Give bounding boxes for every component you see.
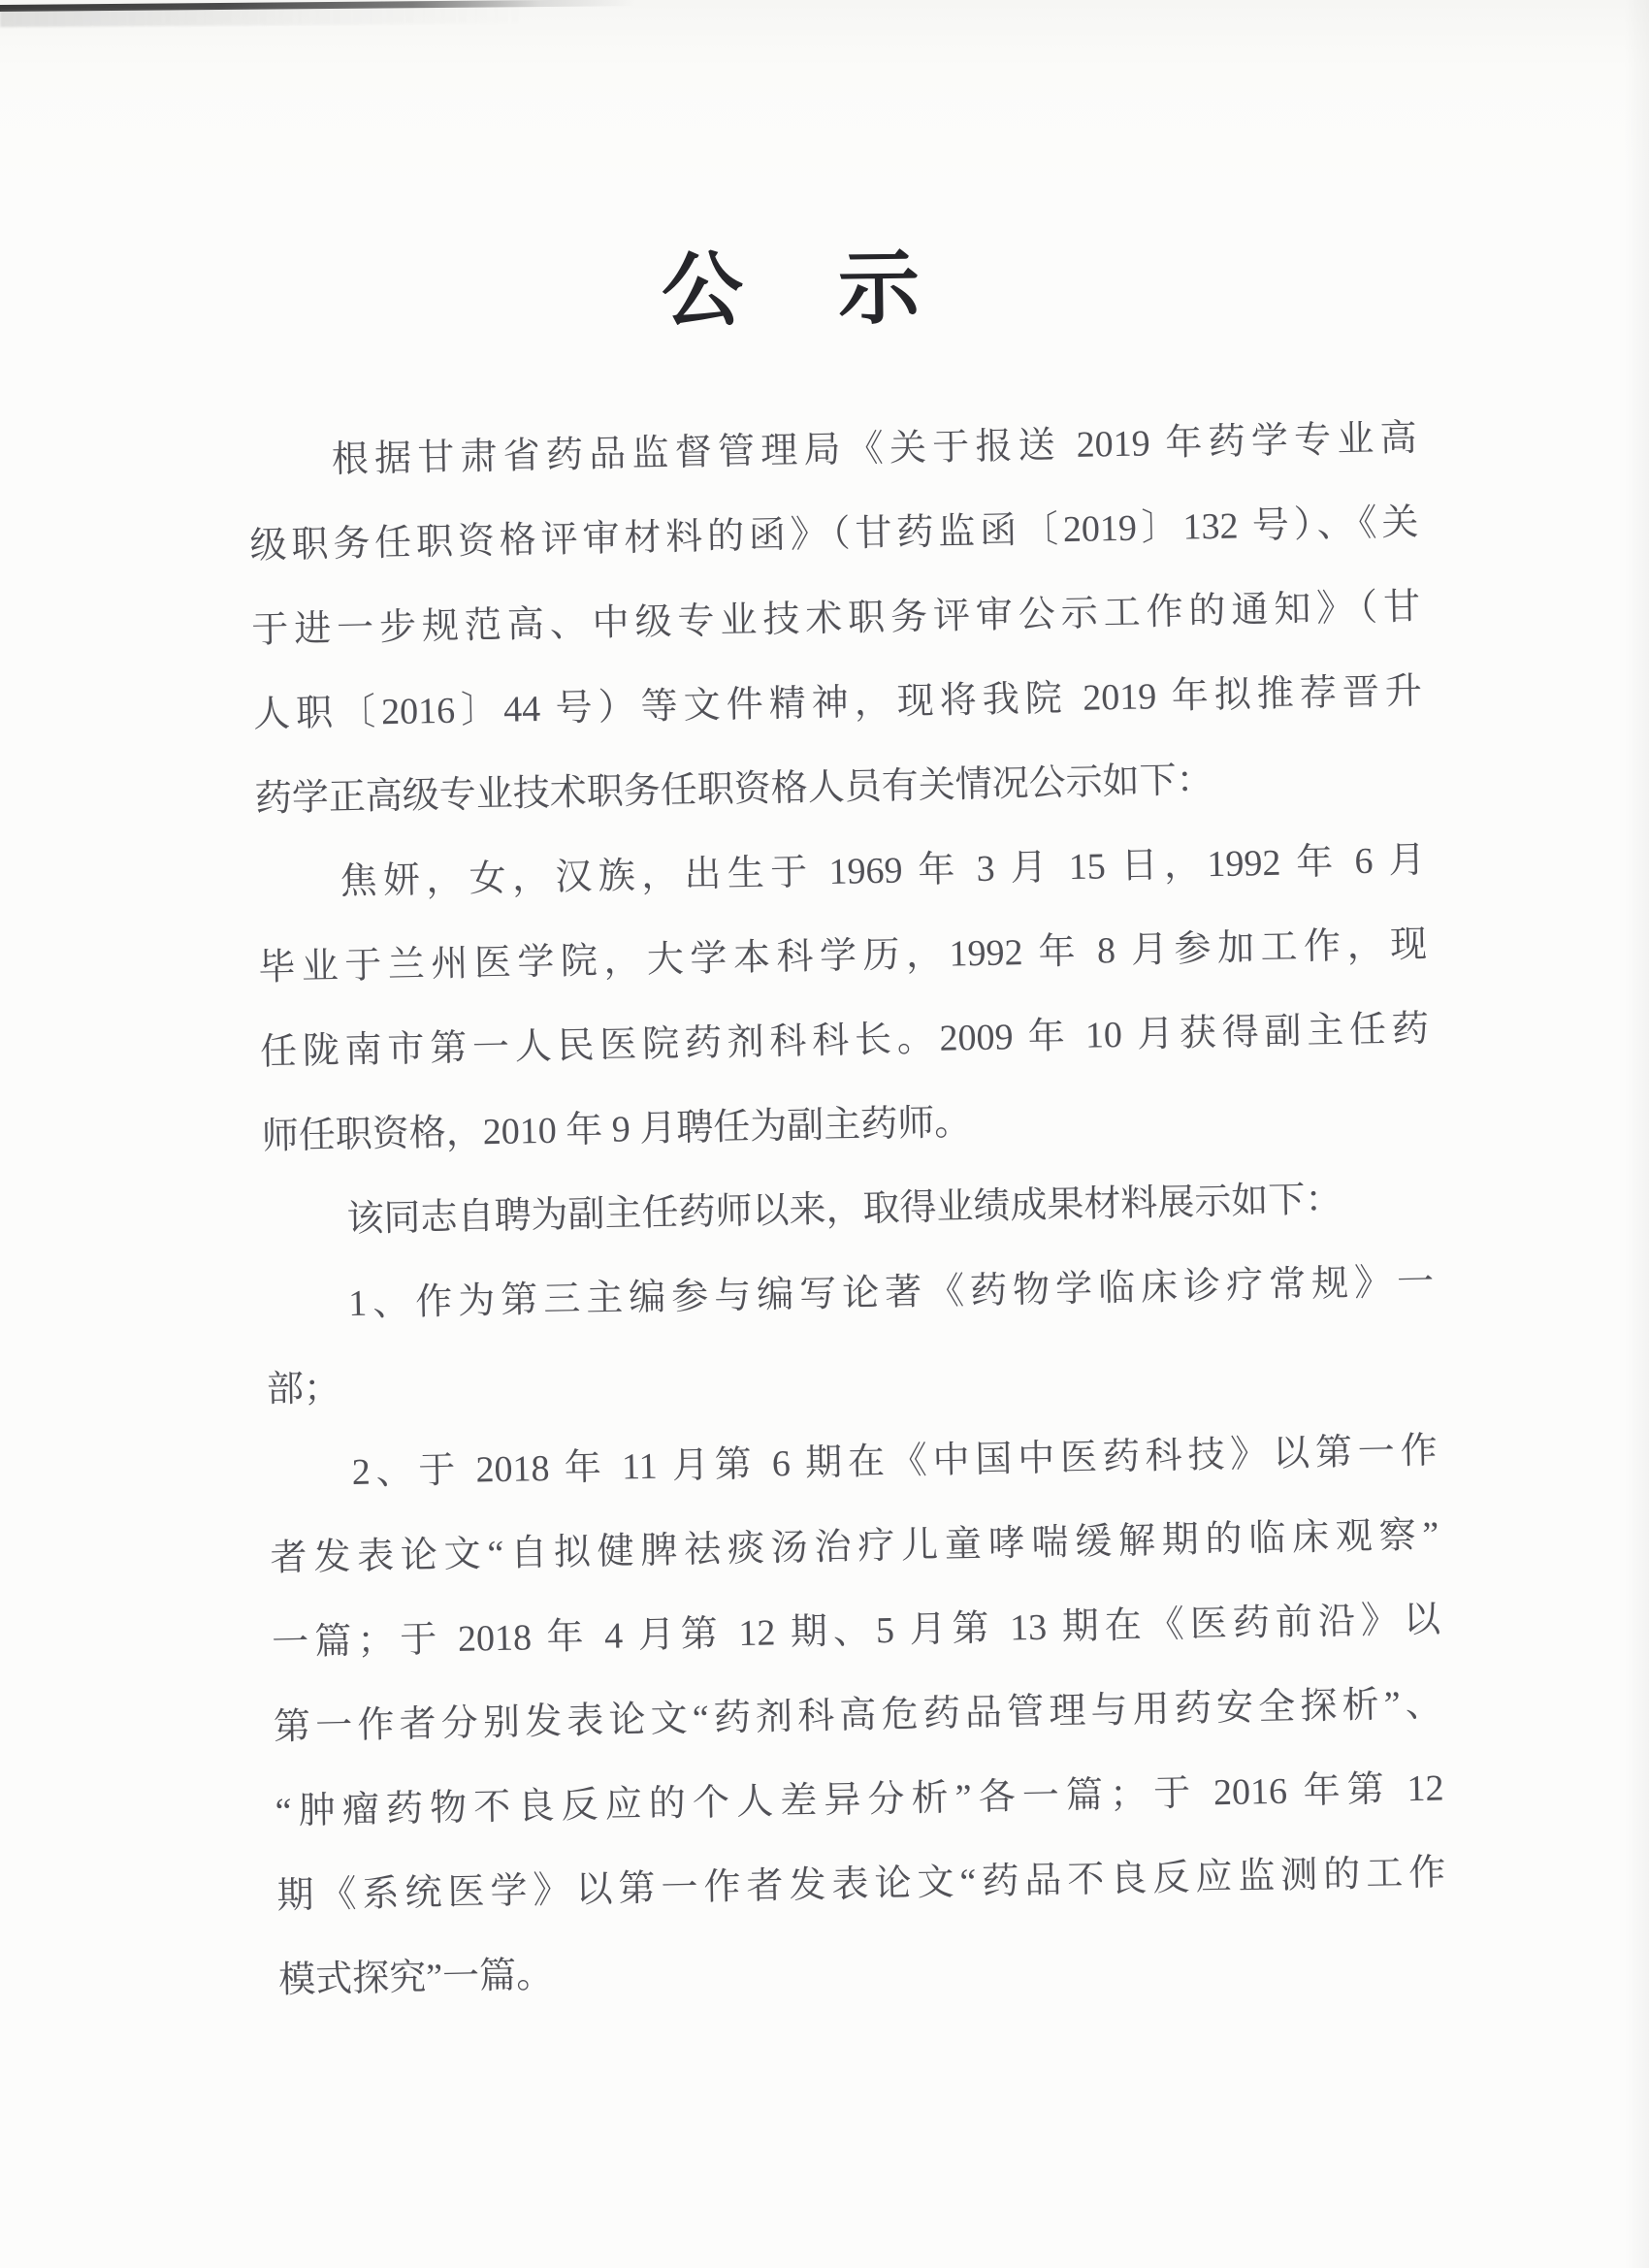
text-line: 部； (266, 1368, 341, 1410)
paper-edge-shadow (0, 6, 524, 27)
title-char-1: 公 (661, 245, 744, 338)
text-line: 毕业于兰州医学院，大学本科学历，1992 年 8 月参加工作，现 (257, 923, 1428, 988)
text-line: 根据甘肃省药品监督管理局《关于报送 2019 年药学专业高 (331, 417, 1418, 481)
text-line: 于进一步规范高、中级专业技术职务评审公示工作的通知》（甘 (250, 586, 1421, 651)
text-line: 药学正高级专业技术职务任职资格人员有关情况公示如下： (254, 760, 1214, 820)
document-body (247, 397, 1448, 2024)
text-line: “肿瘤药物不良反应的个人差异分析”各一篇；于 2016 年第 12 (275, 1767, 1444, 1832)
text-line: 者发表论文“自拟健脾祛痰汤治疗儿童哮喘缓解期的临床观察” (270, 1514, 1439, 1579)
text-line: 任陇南市第一人民医院药剂科科长。2009 年 10 月获得副主任药 (259, 1008, 1430, 1073)
text-line: 模式探究”一篇。 (277, 1955, 554, 2001)
text-line: 期《系统医学》以第一作者发表论文“药品不良反应监测的工作 (276, 1852, 1446, 1917)
text-line: 该同志自聘为副主任药师以来，取得业绩成果材料展示如下： (346, 1179, 1342, 1241)
text-line: 人职〔2016〕44 号）等文件精神，现将我院 2019 年拟推荐晋升 (252, 670, 1423, 735)
text-line: 2、于 2018 年 11 月第 6 期在《中国中医药科技》以第一作 (351, 1430, 1438, 1494)
text-line: 1、作为第三主编参与编写论著《药物学临床诊疗常规》一 (347, 1261, 1435, 1325)
text-line: 一篇；于 2018 年 4 月第 12 期、5 月第 13 期在《医药前沿》以 (271, 1599, 1441, 1664)
text-line: 第一作者分别发表论文“药剂科高危药品管理与用药安全探析”、 (273, 1683, 1443, 1748)
document-title (661, 243, 921, 338)
text-line: 师任职资格，2010 年 9 月聘任为副主药师。 (261, 1102, 972, 1157)
title-char-2: 示 (837, 243, 921, 336)
text-line: 级职务任职资格评审材料的函》（甘药监函〔2019〕132 号）、《关 (249, 502, 1419, 567)
text-line: 焦妍，女，汉族，出生于 1969 年 3 月 15 日，1992 年 6 月 (340, 839, 1426, 903)
